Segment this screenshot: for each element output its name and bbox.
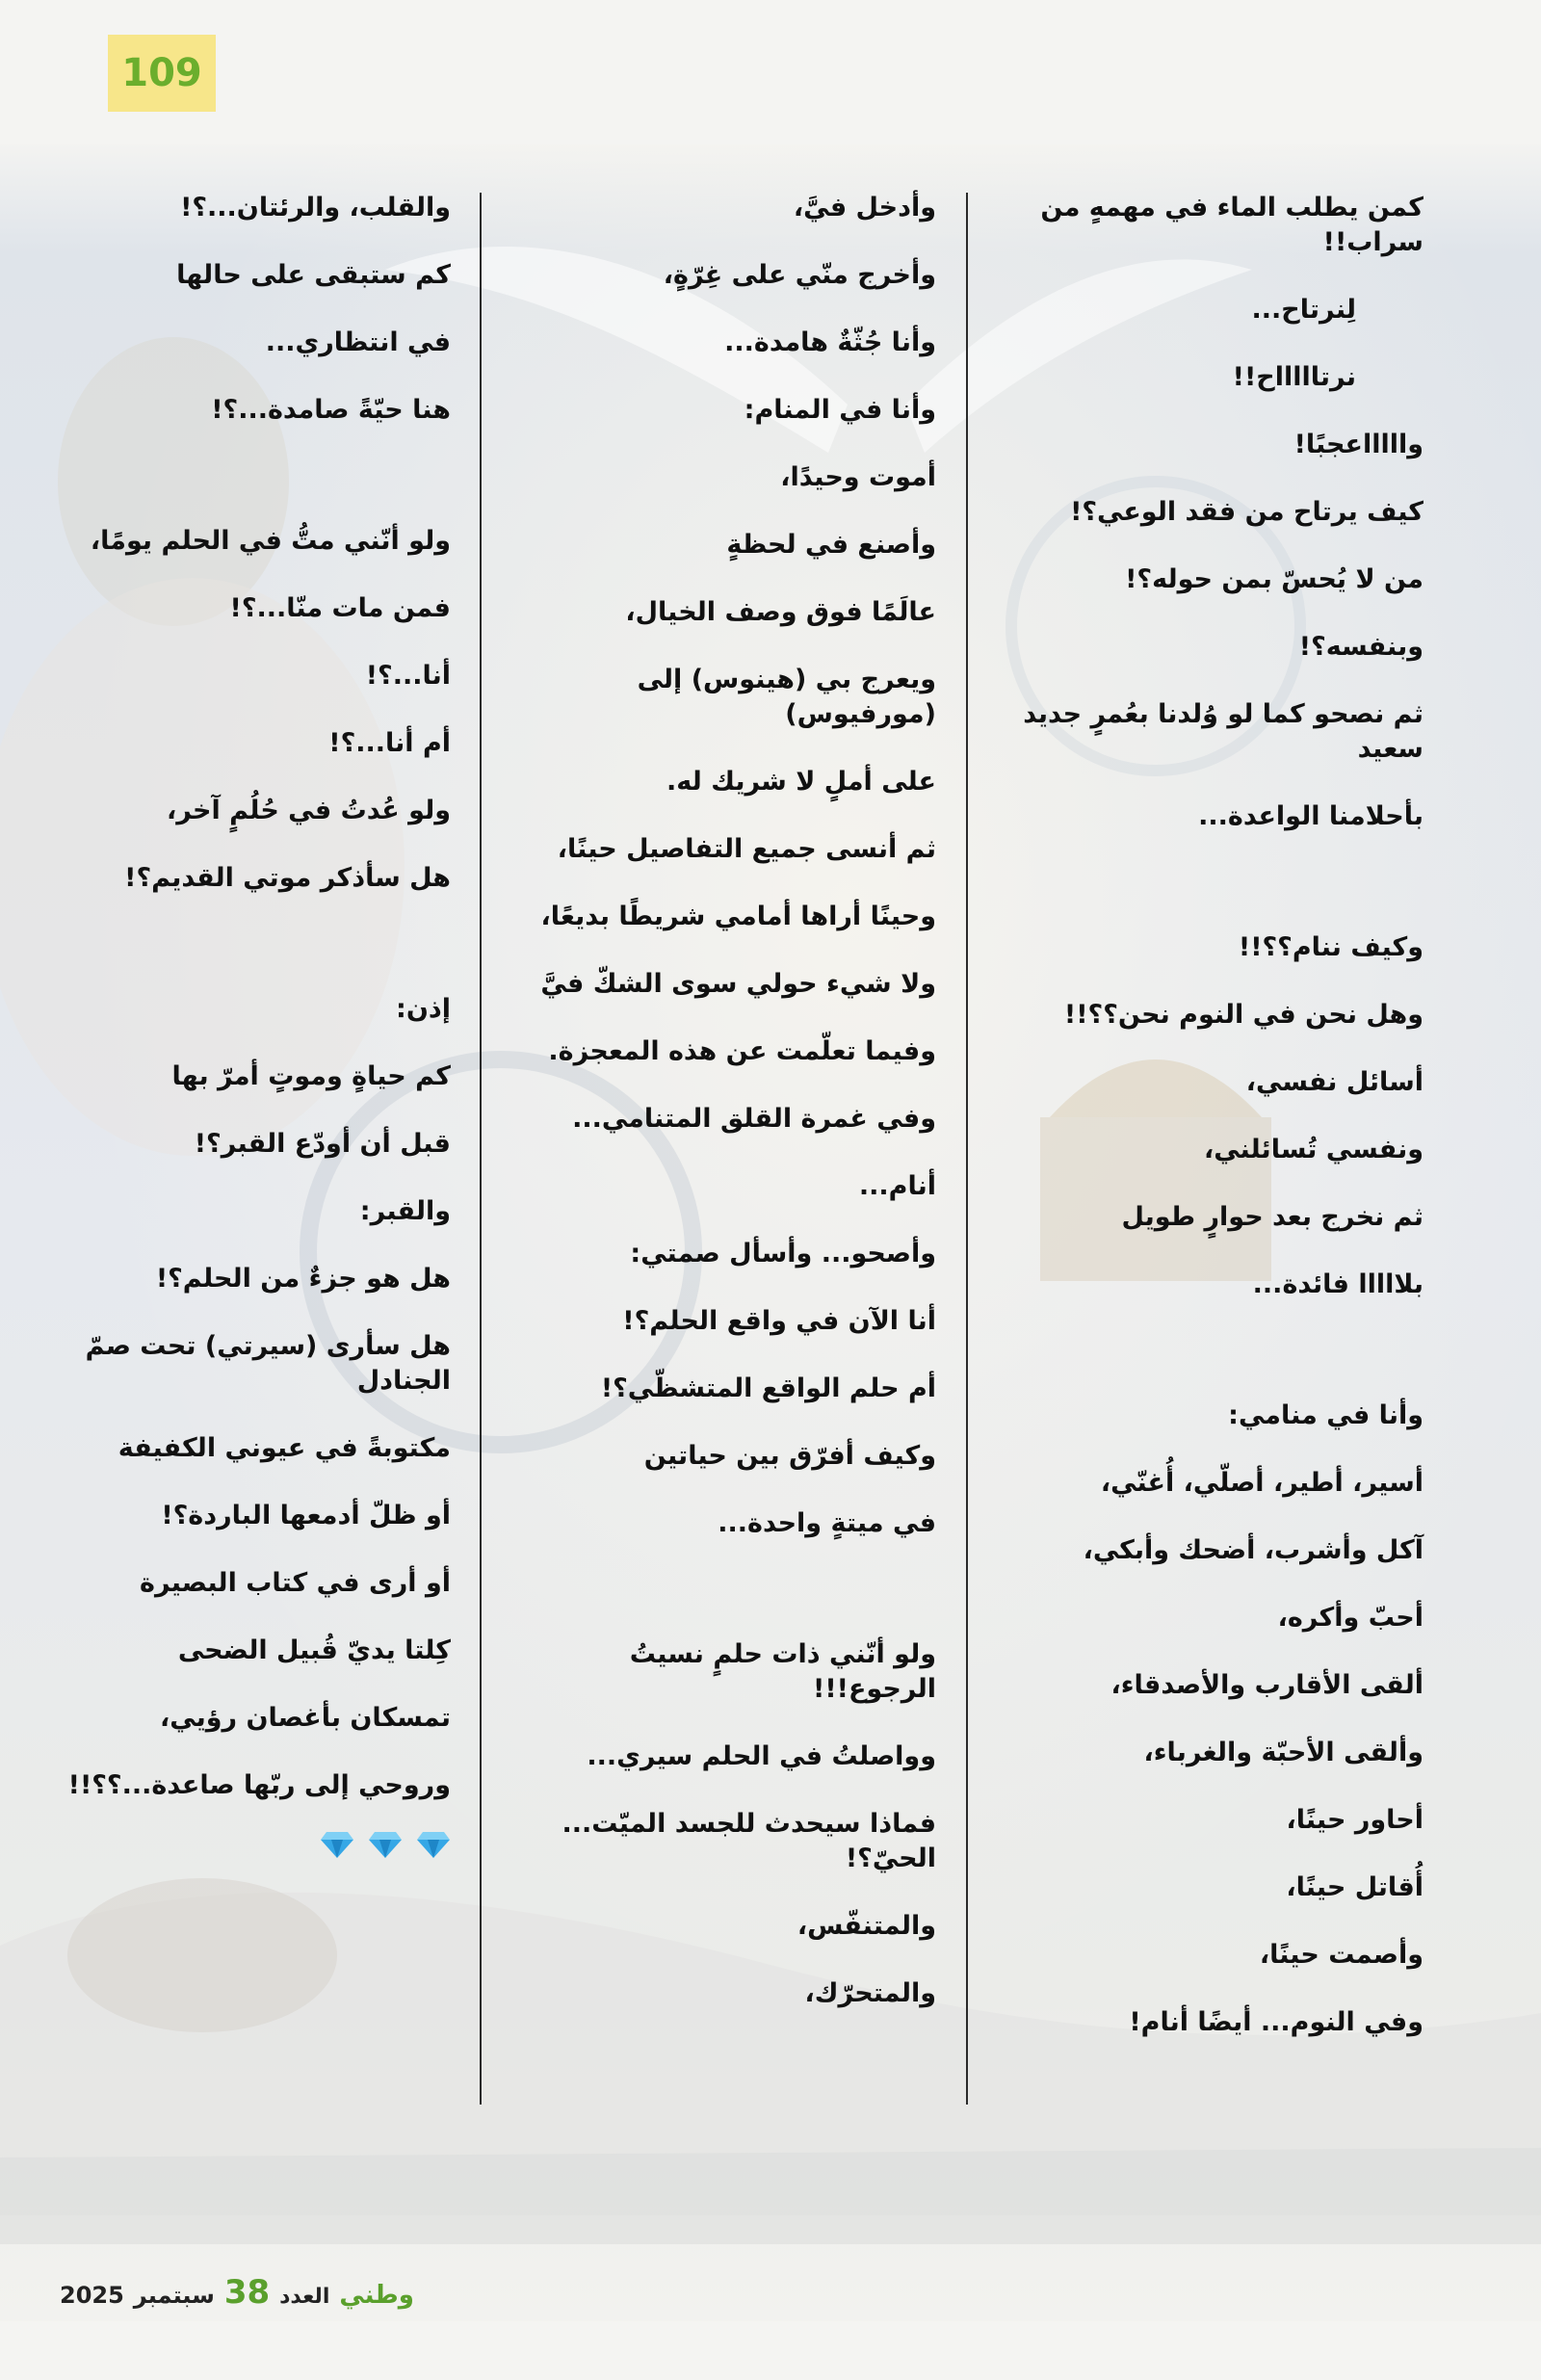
poem-line: وأصحو... وأسأل صمتي: — [630, 1239, 936, 1268]
stanza-break — [58, 928, 451, 992]
poem-line: أو أرى في كتاب البصيرة — [140, 1568, 451, 1598]
poem-line: ألقى الأقارب والأصدقاء، — [1110, 1670, 1423, 1700]
poem-line: وفي النوم... أيضًا أنام! — [1129, 2007, 1423, 2037]
poem-line: في انتظاري... — [265, 327, 451, 357]
poem-line: أُقاتل حينًا، — [1286, 1872, 1423, 1902]
poem-line: ولا شيء حولي سوى الشكّ فيَّ — [540, 969, 936, 999]
poem-line: وهل نحن في النوم نحن؟؟!! — [1063, 1000, 1423, 1030]
poem-line: كمن يطلب الماء في مهمهٍ من سراب!! — [1040, 193, 1423, 257]
diamond-icon — [416, 1830, 451, 1859]
poem-line: ثم نخرج بعد حوارٍ طويل — [1121, 1202, 1423, 1232]
poem-line: أنام... — [858, 1171, 936, 1201]
poem-line: وأنا جُثّةٌ هامدة... — [724, 327, 936, 357]
poem-line: ولو أنّني متُّ في الحلم يومًا، — [90, 526, 451, 556]
poem-line: كيف يرتاح من فقد الوعي؟! — [1070, 497, 1423, 527]
poem-line: وبنفسه؟! — [1298, 632, 1423, 662]
poem-line: من لا يُحسّ بمن حوله؟! — [1125, 564, 1423, 594]
poem-line: أسائل نفسي، — [1245, 1067, 1423, 1097]
poem-line: وروحي إلى ربّها صاعدة...؟؟!! — [67, 1770, 451, 1800]
poem-line: إذن: — [396, 994, 451, 1024]
poem-line: بأحلامنا الواعدة... — [1198, 801, 1423, 831]
poem-line: وكيف ننام؟؟!! — [1238, 932, 1423, 962]
stanza-break — [992, 867, 1423, 930]
poem-line: ثم نصحو كما لو وُلدنا بعُمرٍ جديد سعيد — [1023, 699, 1423, 764]
poem-line: وواصلتُ في الحلم سيري... — [587, 1741, 936, 1771]
diamond-ornament — [58, 1830, 451, 1859]
poem-line: أحاور حينًا، — [1286, 1805, 1423, 1835]
poem-line: كم ستبقى على حالها — [176, 260, 451, 290]
stanza-break — [992, 1335, 1423, 1399]
poem-line: وأنا في منامي: — [1228, 1400, 1423, 1430]
poem-line: وحينًا أراها أمامي شريطًا بديعًا، — [540, 902, 936, 931]
poem-line: هل سأذكر موتي القديم؟! — [124, 863, 451, 893]
poem-column-right — [992, 191, 1423, 2073]
poem-line: أحبّ وأكره، — [1277, 1603, 1423, 1633]
poem-line: والقلب، والرئتان...؟! — [180, 193, 451, 222]
poem-line: وألقى الأحبّة والغرباء، — [1143, 1738, 1423, 1767]
diamond-icon — [368, 1830, 403, 1859]
stanza-break — [510, 1574, 936, 1637]
poem-line: وأدخل فيَّ، — [793, 193, 936, 222]
poem-line: أم حلم الواقع المتشظّي؟! — [600, 1373, 936, 1403]
poem-line: وأصمت حينًا، — [1259, 1940, 1423, 1970]
poem-line: هل سأرى (سيرتي) تحت صمّ الجنادل — [85, 1331, 451, 1396]
poem-line: وكيف أفرّق بين حياتين — [643, 1441, 936, 1471]
poem-line: هنا حيّةً صامدة...؟! — [211, 395, 451, 425]
poem-column-middle — [510, 191, 936, 2044]
poem-line: هل هو جزءٌ من الحلم؟! — [155, 1264, 451, 1294]
poem-line: ولو عُدتُ في حُلُمٍ آخر، — [166, 796, 451, 825]
poem-line: ونفسي تُسائلني، — [1203, 1135, 1423, 1164]
page-number: 109 — [108, 35, 216, 112]
poem-line: آكل وأشرب، أضحك وأبكي، — [1083, 1535, 1423, 1565]
page-footer — [60, 2273, 414, 2312]
poem-line: أنا...؟! — [365, 661, 451, 691]
footer-issue-word: العدد — [279, 2285, 330, 2309]
poem-line: نرتاااااح!! — [1232, 362, 1356, 392]
poem-line: لِنرتاح... — [1251, 295, 1356, 325]
poem-line: كِلتا يديّ قُبيل الضحى — [177, 1635, 451, 1665]
poem-line: قبل أن أودّع القبر؟! — [194, 1129, 451, 1159]
column-divider-left — [480, 193, 482, 2105]
poem-line: والقبر: — [359, 1196, 451, 1226]
poem-line: فمن مات منّا...؟! — [229, 593, 451, 623]
stanza-break — [58, 460, 451, 524]
poem-line: والمتحرّك، — [804, 1978, 936, 2008]
poem-line: ولو أنّني ذات حلمٍ نسيتُ الرجوع!!! — [629, 1639, 936, 1704]
poem-line: ثم أنسى جميع التفاصيل حينًا، — [557, 834, 936, 864]
poem-line: وأخرج منّي على غِرّةٍ، — [663, 260, 936, 290]
poem-line: والمتنفّس، — [797, 1911, 936, 1941]
poem-line: وفي غمرة القلق المتنامي... — [572, 1104, 936, 1134]
poem-line: واااااعجبًا! — [1293, 430, 1423, 459]
diamond-icon — [320, 1830, 354, 1859]
poem-line: بلااااا فائدة... — [1252, 1269, 1423, 1299]
column-divider-right — [966, 193, 968, 2105]
footer-issue-number: 38 — [223, 2273, 271, 2312]
footer-month: سبتمبر — [133, 2282, 215, 2309]
poem-line: وأصنع في لحظةٍ — [726, 530, 936, 560]
poem-line: كم حياةٍ وموتٍ أمرّ بها — [171, 1061, 451, 1091]
poem-line: تمسكان بأغصان رؤيي، — [160, 1703, 451, 1733]
poem-line: وفيما تعلّمت عن هذه المعجزة. — [548, 1036, 936, 1066]
poem-line: أنا الآن في واقع الحلم؟! — [622, 1306, 936, 1336]
poem-line: مكتوبةً في عيوني الكفيفة — [118, 1433, 451, 1463]
poem-column-left — [58, 191, 451, 1859]
poem-line: وأنا في المنام: — [744, 395, 936, 425]
poem-line: أموت وحيدًا، — [780, 462, 936, 492]
poem-line: أو ظلّ أدمعها الباردة؟! — [161, 1501, 451, 1530]
poem-line: أسير، أطير، أصلّي، أُغنّي، — [1100, 1468, 1423, 1498]
poem-line: ويعرج بي (هينوس) إلى (مورفيوس) — [637, 665, 936, 729]
poem-line: في ميتةٍ واحدة... — [718, 1508, 936, 1538]
poem-line: أم أنا...؟! — [328, 728, 451, 758]
poem-line: فماذا سيحدث للجسد الميّت... الحيّ؟! — [562, 1809, 936, 1873]
poem-line: على أملٍ لا شريك له. — [666, 767, 936, 797]
footer-brand: وطني — [339, 2281, 414, 2310]
poem-line: عالَمًا فوق وصف الخيال، — [625, 597, 936, 627]
footer-year: 2025 — [60, 2282, 124, 2309]
